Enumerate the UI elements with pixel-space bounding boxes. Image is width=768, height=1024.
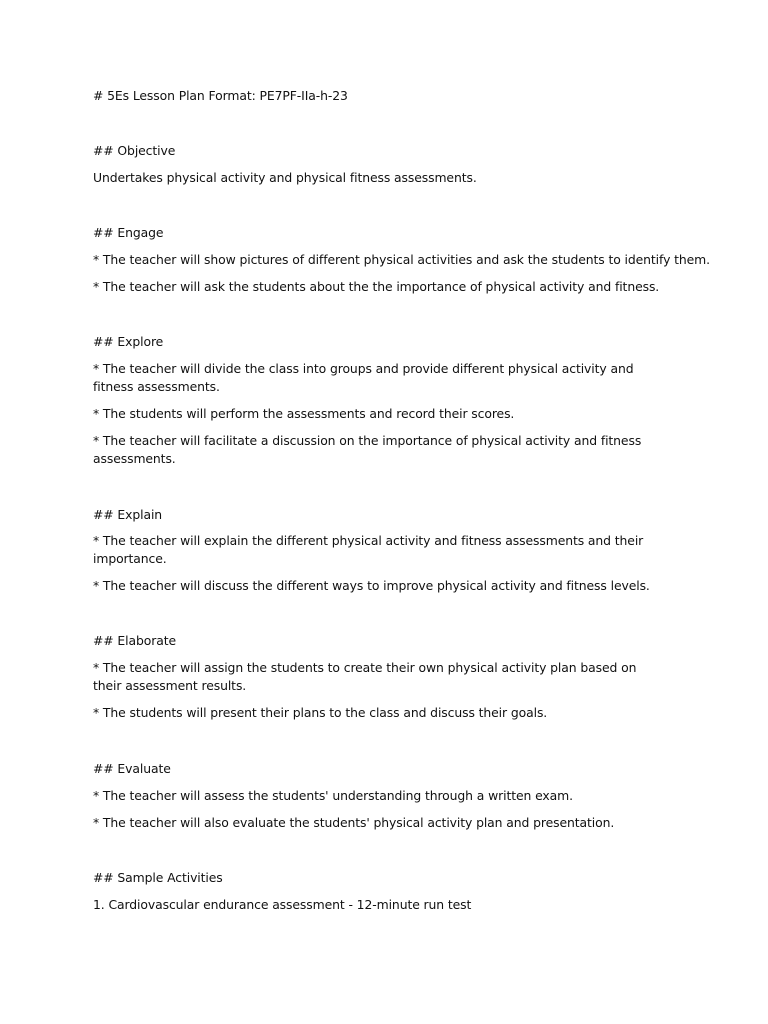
engage-heading: ## Engage [93, 225, 164, 240]
document-title: # 5Es Lesson Plan Format: PE7PF-IIa-h-23 [93, 88, 348, 103]
elaborate-heading: ## Elaborate [93, 633, 176, 648]
evaluate-heading: ## Evaluate [93, 761, 171, 776]
elaborate-item: * The students will present their plans to the class and discuss their goals. [93, 705, 548, 720]
explore-item: * The teacher will facilitate a discussion on the importance of physical activity and fitness assessments. [93, 433, 642, 466]
sample-activity-item: 1. Cardiovascular endurance assessment - 12-minute run test [93, 897, 472, 912]
engage-item: * The teacher will ask the students about the the importance of physical activity and fitness. [93, 279, 660, 294]
objective-heading: ## Objective [93, 143, 176, 158]
explain-heading: ## Explain [93, 507, 163, 522]
elaborate-item: * The teacher will assign the students to create their own physical activity plan based on their assessment results. [93, 660, 637, 693]
engage-item: * The teacher will show pictures of different physical activities and ask the students to identify them. [93, 252, 710, 267]
explain-item: * The teacher will explain the different physical activity and fitness assessments and their importance. [93, 533, 644, 566]
explore-heading: ## Explore [93, 334, 164, 349]
evaluate-item: * The teacher will also evaluate the students' physical activity plan and presentation. [93, 815, 615, 830]
objective-text: Undertakes physical activity and physical fitness assessments. [93, 170, 477, 185]
explore-item: * The teacher will divide the class into groups and provide different physical activity and fitness assessments. [93, 361, 634, 394]
sample-activities-heading: ## Sample Activities [93, 870, 223, 885]
explore-item: * The students will perform the assessments and record their scores. [93, 406, 515, 421]
explain-item: * The teacher will discuss the different ways to improve physical activity and fitness levels. [93, 578, 650, 593]
evaluate-item: * The teacher will assess the students' understanding through a written exam. [93, 788, 573, 803]
